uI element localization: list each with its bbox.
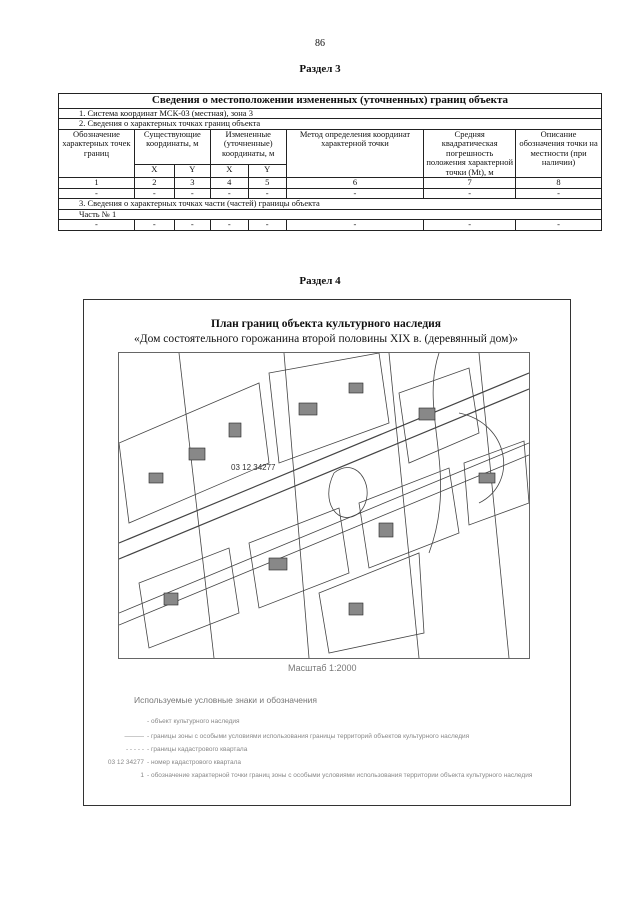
column-number: 1 — [59, 178, 135, 189]
column-number: 2 — [134, 178, 174, 189]
header-description: Описание обозначения точки на местности (при наличии) — [516, 129, 602, 178]
coord-system-row: 1. Система координат МСК-03 (местная), зона 3 — [59, 108, 602, 119]
header-x: X — [210, 165, 248, 178]
legend-item — [96, 759, 556, 766]
table-cell: - — [210, 188, 248, 199]
table-cell: - — [516, 220, 602, 231]
column-number: 3 — [174, 178, 210, 189]
legend-text: - обозначение характерной точки границ зоны с особыми условиями использования территории объекта культурного наследия — [147, 772, 533, 779]
table-cell: - — [174, 188, 210, 199]
column-number: 8 — [516, 178, 602, 189]
legend-text: - объект культурного наследия — [147, 718, 240, 725]
section-3-heading: Раздел 3 — [299, 63, 341, 75]
header-method: Метод определения координат характерной точки — [286, 129, 424, 178]
table-cell: - — [286, 220, 424, 231]
legend-symbol: ——— — [124, 733, 144, 740]
table-cell: - — [59, 220, 135, 231]
legend-title: Используемые условные знаки и обозначения — [134, 695, 318, 705]
table-cell: - — [424, 188, 516, 199]
header-accuracy: Средняя квадратическая погрешность положения характерной точки (Mt), м — [424, 129, 516, 178]
plan-subtitle: «Дом состоятельного горожанина второй половины XIX в. (деревянный дом)» — [133, 333, 519, 345]
table-cell: - — [59, 188, 135, 199]
table-cell: - — [134, 220, 174, 231]
legend-symbol: 03 12 34277 — [107, 759, 144, 766]
table-cell: - — [210, 220, 248, 231]
legend-item — [96, 772, 556, 779]
header-x: X — [134, 165, 174, 178]
legend-item — [96, 733, 556, 740]
column-number: 5 — [248, 178, 286, 189]
legend-symbol: 1 — [140, 772, 144, 779]
cadastral-map — [118, 352, 530, 659]
table-title: Сведения о местоположении измененных (уточненных) границ объекта — [59, 94, 602, 109]
header-existing: Существующие координаты, м — [134, 129, 210, 165]
table-row — [59, 188, 602, 199]
column-number: 6 — [286, 178, 424, 189]
legend-text: - границы кадастрового квартала — [147, 746, 248, 753]
legend-symbol: - - - - - — [125, 746, 144, 753]
header-designation: Обозначение характерных точек границ — [59, 129, 135, 178]
table-cell: - — [174, 220, 210, 231]
header-y: Y — [174, 165, 210, 178]
legend-item — [96, 718, 556, 725]
points-info-row: 2. Сведения о характерных точках границ объекта — [59, 119, 602, 130]
legend-item — [96, 746, 556, 753]
table-cell: - — [134, 188, 174, 199]
map-scale: Масштаб 1:2000 — [288, 663, 357, 673]
part-label-row: Часть № 1 — [59, 209, 602, 220]
legend-text: - номер кадастрового квартала — [147, 759, 242, 766]
column-number: 7 — [424, 178, 516, 189]
map-drawing — [119, 353, 529, 658]
table-cell: - — [424, 220, 516, 231]
cadastral-quarter-label: 03 12 34277 — [231, 463, 276, 472]
legend-text: - границы зоны с особыми условиями использования границы территорий объектов культурного наследия — [147, 733, 470, 740]
table-cell: - — [286, 188, 424, 199]
plan-title: План границ объекта культурного наследия — [211, 318, 441, 330]
table-cell: - — [516, 188, 602, 199]
table-cell: - — [248, 220, 286, 231]
header-y: Y — [248, 165, 286, 178]
parts-info-row: 3. Сведения о характерных точках части (частей) границы объекта — [59, 199, 602, 210]
boundary-table — [58, 93, 602, 231]
table-cell: - — [248, 188, 286, 199]
column-number-row — [59, 178, 602, 189]
header-changed: Измененные (уточненные) координаты, м — [210, 129, 286, 165]
section-4-heading: Раздел 4 — [299, 275, 341, 287]
column-number: 4 — [210, 178, 248, 189]
table-row — [59, 220, 602, 231]
page-number: 86 — [315, 38, 325, 49]
